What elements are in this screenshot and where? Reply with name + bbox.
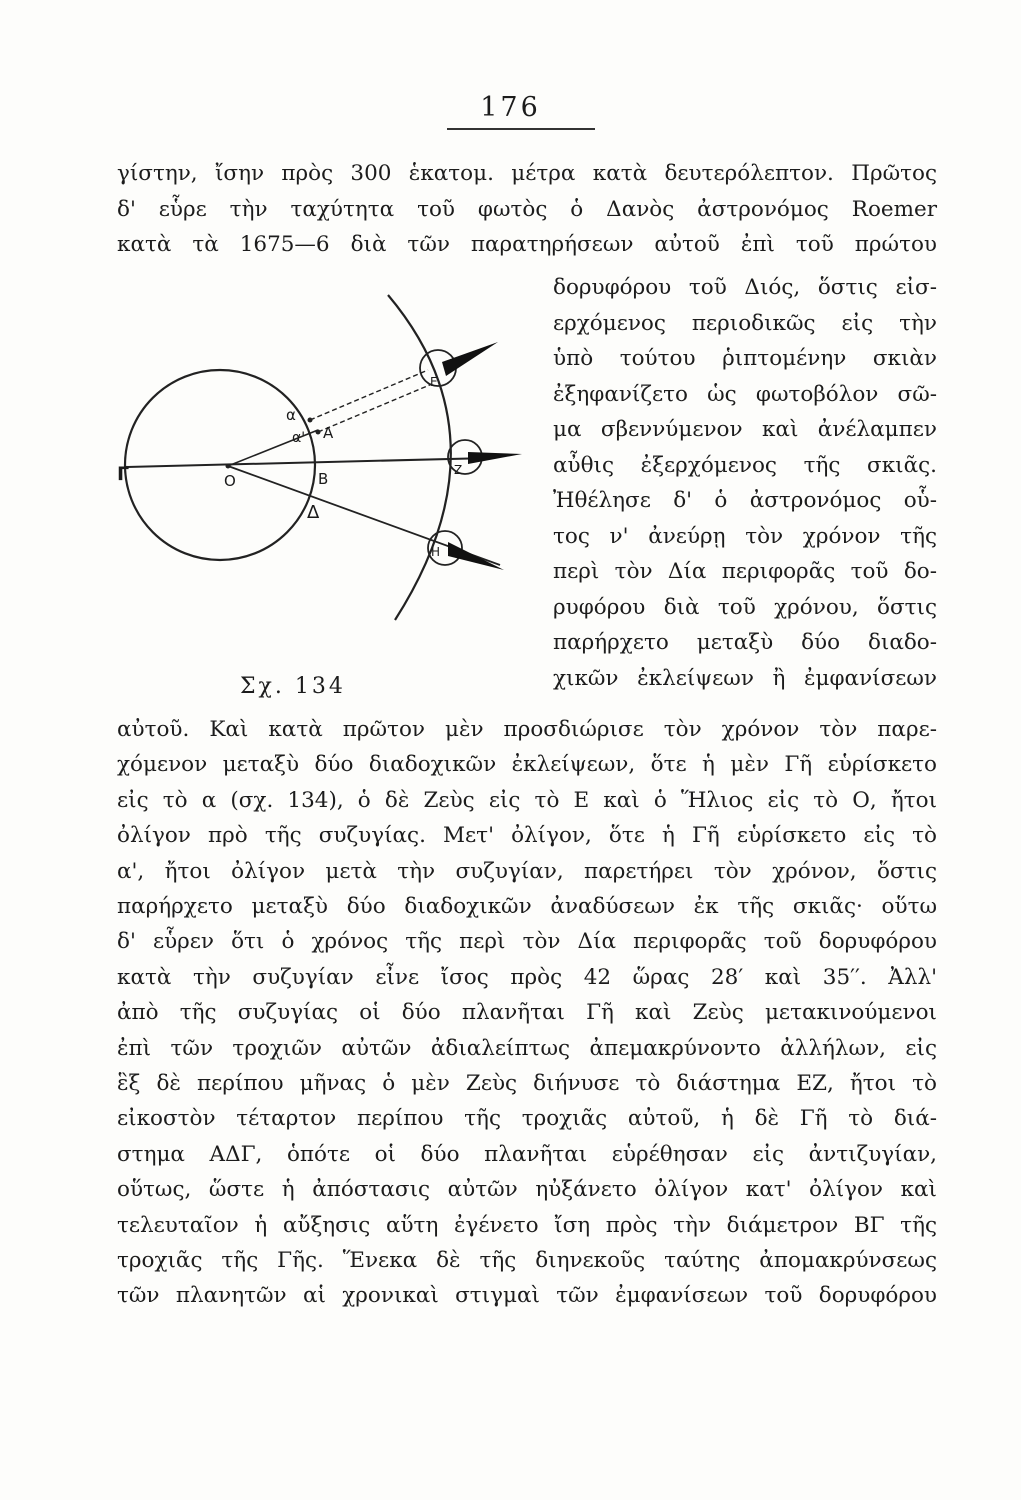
text-line: μα σβεννύμενον καὶ ἀνέλαμπεν [553,417,937,442]
text-line: Ἠθέλησε δ' ὁ ἀστρονόμος οὗ- [553,488,937,513]
earth-point-a [308,418,313,423]
text-line: ἀπὸ τῆς συζυγίας οἱ δύο πλανῆται Γῆ καὶ Ζεὺς μετακινούμενοι [117,1000,937,1026]
text-line: οὕτως, ὥστε ἡ ἀπόστασις αὐτῶν ηὐξάνετο ὀλίγον κατ' ὀλίγον καὶ [117,1177,937,1203]
text-line: αὐτοῦ. Καὶ κατὰ πρῶτον μὲν προσδιώρισε τὸν χρόνον τὸν παρε- [117,717,937,742]
sun-point [226,464,231,469]
text-line: τῶν πλανητῶν αἱ χρονικαὶ στιγμαὶ τῶν ἐμφανίσεων τοῦ δορυφόρου [117,1283,937,1309]
page-number: 176 [480,92,541,123]
text-line: παρήρχετο μεταξὺ δύο διαδοχικῶν ἀναδύσεων ἐκ τῆς σκιᾶς· οὕτω [117,894,937,919]
text-line: παρήρχετο μεταξὺ δύο διαδο- [553,630,937,655]
text-line: εἰκοστὸν τέταρτον περίπου τῆς τροχιᾶς αὐτοῦ, ἡ δὲ Γῆ τὸ διά- [117,1106,937,1132]
label-o: O [224,472,236,490]
text-line: κατὰ τὴν συζυγίαν εἶνε ἴσος πρὸς 42 ὥρας 28′ καὶ 35′′. Ἀλλ' [117,964,937,990]
text-line: δ' εὗρε τὴν ταχύτητα τοῦ φωτὸς ὁ Δανὸς ἀστρονόμος Roemer [117,196,937,222]
text-line: χικῶν ἐκλείψεων ἢ ἐμφανίσεων [553,665,937,691]
header-rule [447,128,595,130]
text-line: δορυφόρου τοῦ Διός, ὅστις εἰσ- [553,275,937,300]
text-line: περὶ τὸν Δία περιφορᾶς τοῦ δο- [553,559,937,584]
text-line: δ' εὗρεν ὅτι ὁ χρόνος τῆς περὶ τὸν Δία περιφορᾶς τοῦ δορυφόρου [117,929,937,955]
label-b: B [318,470,329,488]
shadow-cone-e [442,342,498,376]
text-line: κατὰ τὰ 1675—6 διὰ τῶν παρατηρήσεων αὐτοῦ ἐπὶ τοῦ πρώτου [117,232,937,257]
text-line: ρυφόρου διὰ τοῦ χρόνου, ὅστις [553,594,937,620]
jupiter-orbit-arc [388,295,451,620]
label-gamma: Γ [117,463,130,485]
earth-point-a-prime [316,430,321,435]
text-line: στημα ΑΔΓ, ὁπότε οἱ δύο πλανῆται εὑρέθησαν εἰς ἀντιζυγίαν, [117,1141,937,1167]
text-line: χόμενον μεταξὺ δύο διαδοχικῶν ἐκλείψεων, ὅτε ἡ μὲν Γῆ εὑρίσκετο [117,752,937,778]
label-epsilon: E [430,375,438,389]
text-line: ὑπὸ τούτου ῥιπτομένην σκιὰν [553,346,937,371]
text-line: ὀλίγον πρὸ τῆς συζυγίας. Μετ' ὀλίγον, ὅτε ἡ Γῆ εὑρίσκετο εἰς τὸ [117,823,937,849]
diameter-line [125,458,490,467]
text-line: τος ν' ἀνεύρῃ τὸν χρόνον τῆς [553,523,937,549]
text-line: εἰς τὸ α (σχ. 134), ὁ δὲ Ζεὺς εἰς τὸ Ε καὶ ὁ Ἥλιος εἰς τὸ Ο, ἤτοι [117,787,937,813]
text-line: γίστην, ἴσην πρὸς 300 ἑκατομ. μέτρα κατὰ δευτερόλεπτον. Πρῶτος [117,161,937,186]
text-line: ἓξ δὲ περίπου μῆνας ὁ μὲν Ζεὺς διήνυσε τὸ διάστημα ΕΖ, ἤτοι τὸ [117,1071,937,1096]
text-line: ἐπὶ τῶν τροχιῶν αὐτῶν ἀδιαλείπτως ἀπεμακρύνοντο ἀλλήλων, εἰς [117,1035,937,1061]
label-a-prime: α' [292,430,306,446]
shadow-cone-z [468,452,522,464]
text-line: αὖθις ἐξερχόμενος τῆς σκιᾶς. [553,452,937,478]
label-delta: Δ [307,502,320,523]
text-line: τελευταῖον ἡ αὔξησις αὕτη ἐγένετο ἴση πρὸς τὴν διάμετρον ΒΓ τῆς [117,1212,937,1238]
text-line: ερχόμενος περιοδικῶς εἰς τὴν [553,310,937,336]
shadow-cone-h [448,542,504,570]
label-eta: H [431,545,441,559]
dashed-line-a [310,370,428,420]
figure-134-diagram [117,280,540,640]
label-zeta: Z [454,463,463,477]
text-line: α', ἤτοι ὀλίγον μετὰ τὴν συζυγίαν, παρετήρει τὸν χρόνον, ὅστις [117,858,937,884]
label-a: α [286,406,296,424]
label-capital-a: A [323,424,334,442]
text-line: τροχιᾶς τῆς Γῆς. Ἕνεκα δὲ τῆς διηνεκοῦς ταύτης ἀπομακρύνσεως [117,1248,937,1273]
figure-caption: Σχ. 134 [240,674,346,699]
text-line: ἐξηφανίζετο ὡς φωτοβόλον σῶ- [553,381,937,407]
dashed-line-a-prime [318,384,432,432]
